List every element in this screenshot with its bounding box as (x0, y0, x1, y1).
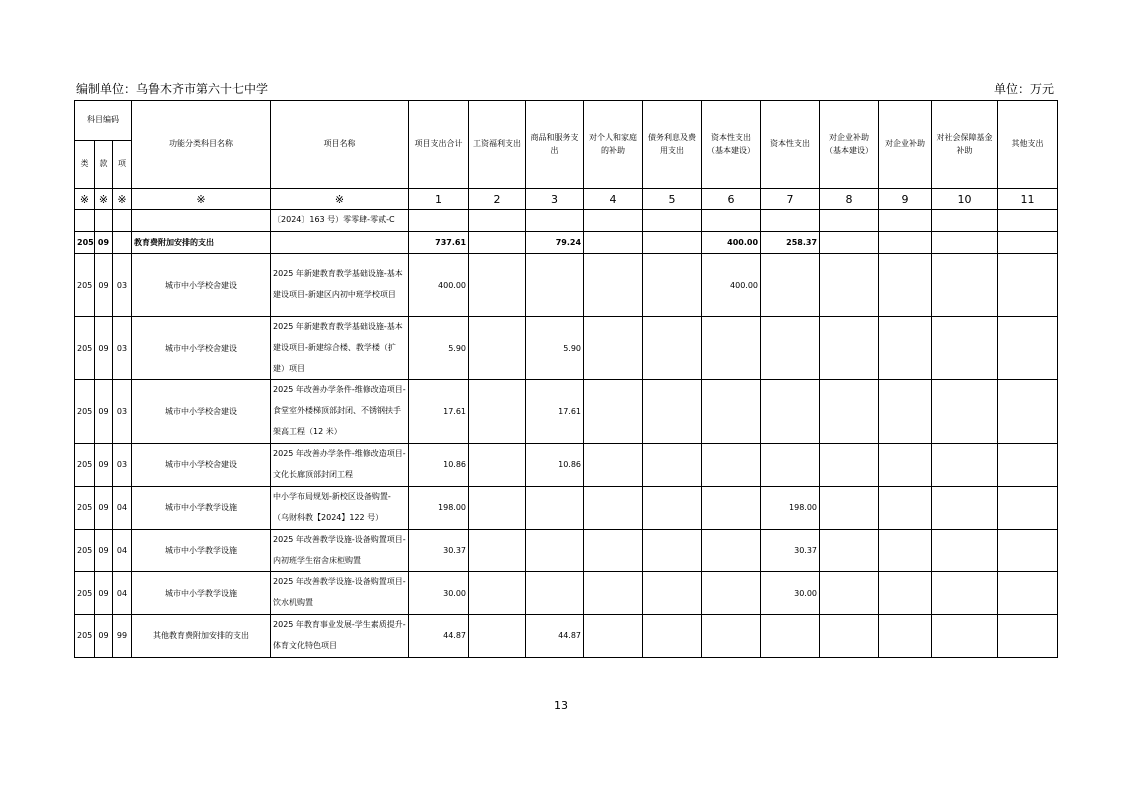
code-xiang (113, 210, 132, 232)
code-kuan: 09 (95, 614, 113, 657)
project-name-cell: 2025 年改善教学设施-设备购置项目-内初班学生宿舍床柜购置 (271, 529, 409, 572)
col5-cell (643, 380, 702, 443)
lei-header: 类 (75, 141, 95, 189)
function-class-cell: 教育费附加安排的支出 (132, 232, 271, 254)
goods-services-cell: 10.86 (526, 443, 584, 486)
col4-cell (584, 572, 643, 615)
goods-services-cell: 5.90 (526, 317, 584, 380)
code-kuan: 09 (95, 529, 113, 572)
capital-basic-cell (702, 443, 761, 486)
function-class-cell: 其他教育费附加安排的支出 (132, 614, 271, 657)
total-cell: 198.00 (409, 486, 469, 529)
col8-cell (820, 486, 879, 529)
code-lei: 205 (75, 486, 95, 529)
col6-header: 资本性支出（基本建设） (702, 101, 761, 189)
function-class-header: 功能分类科目名称 (132, 101, 271, 189)
total-cell: 44.87 (409, 614, 469, 657)
col9-cell (879, 380, 932, 443)
col2-cell (469, 614, 526, 657)
code-lei: 205 (75, 380, 95, 443)
code-kuan (95, 210, 113, 232)
code-kuan: 09 (95, 486, 113, 529)
col9-cell (879, 317, 932, 380)
col2-cell (469, 210, 526, 232)
capital-basic-cell (702, 529, 761, 572)
col11-cell (998, 317, 1058, 380)
col10-cell (932, 443, 998, 486)
function-class-cell: 城市中小学教学设施 (132, 529, 271, 572)
col5-cell (643, 254, 702, 317)
col8-cell (820, 317, 879, 380)
col11-cell (998, 443, 1058, 486)
col8-header: 对企业补助（基本建设） (820, 101, 879, 189)
total-cell: 17.61 (409, 380, 469, 443)
table-row (75, 210, 1058, 232)
goods-services-cell (526, 254, 584, 317)
total-cell: 10.86 (409, 443, 469, 486)
col9-cell (879, 614, 932, 657)
col11-cell (998, 254, 1058, 317)
col10-cell (932, 529, 998, 572)
function-class-cell: 城市中小学教学设施 (132, 572, 271, 615)
col11-cell (998, 210, 1058, 232)
table-row (75, 529, 1058, 572)
col10-header: 对社会保障基金补助 (932, 101, 998, 189)
col8-cell (820, 572, 879, 615)
goods-services-cell (526, 486, 584, 529)
code-kuan: 09 (95, 254, 113, 317)
capital-cell (761, 317, 820, 380)
code-xiang: 04 (113, 529, 132, 572)
col8-cell (820, 443, 879, 486)
total-cell: 30.37 (409, 529, 469, 572)
project-name-cell: 中小学布局规划-新校区设备购置-（乌财科教【2024】122 号） (271, 486, 409, 529)
col5-cell (643, 232, 702, 254)
total-cell: 30.00 (409, 572, 469, 615)
code-kuan: 09 (95, 443, 113, 486)
table-row (75, 380, 1058, 443)
col10-cell (932, 614, 998, 657)
col9-cell (879, 572, 932, 615)
col3-header: 商品和服务支出 (526, 101, 584, 189)
page-number: 13 (554, 699, 568, 712)
table-row (75, 254, 1058, 317)
col9-cell (879, 443, 932, 486)
code-lei: 205 (75, 317, 95, 380)
col5-cell (643, 486, 702, 529)
code-xiang: 04 (113, 486, 132, 529)
code-xiang (113, 232, 132, 254)
col5-cell (643, 210, 702, 232)
goods-services-cell (526, 210, 584, 232)
col4-cell (584, 210, 643, 232)
capital-cell (761, 210, 820, 232)
col4-cell (584, 614, 643, 657)
col8-cell (820, 254, 879, 317)
project-name-cell: 2025 年教育事业发展-学生素质提升-体育文化特色项目 (271, 614, 409, 657)
total-cell (409, 210, 469, 232)
col2-cell (469, 529, 526, 572)
col4-cell (584, 529, 643, 572)
project-name-cell: 2025 年改善办学条件-维修改造项目-食堂室外楼梯顶部封闭、不锈钢扶手架高工程（12 米） (271, 380, 409, 443)
capital-basic-cell (702, 572, 761, 615)
code-lei: 205 (75, 572, 95, 615)
capital-basic-cell: 400.00 (702, 254, 761, 317)
code-lei: 205 (75, 254, 95, 317)
col4-header: 对个人和家庭的补助 (584, 101, 643, 189)
project-name-cell (271, 232, 409, 254)
col2-cell (469, 232, 526, 254)
col9-cell (879, 529, 932, 572)
table-row (75, 232, 1058, 254)
goods-services-cell (526, 572, 584, 615)
col8-cell (820, 210, 879, 232)
project-name-cell: 2025 年改善教学设施-设备购置项目-饮水机购置 (271, 572, 409, 615)
capital-cell: 198.00 (761, 486, 820, 529)
col11-cell (998, 572, 1058, 615)
col5-header: 债务利息及费用支出 (643, 101, 702, 189)
code-lei: 205 (75, 614, 95, 657)
code-kuan: 09 (95, 380, 113, 443)
col10-cell (932, 572, 998, 615)
code-kuan: 09 (95, 572, 113, 615)
col4-cell (584, 486, 643, 529)
capital-basic-cell (702, 486, 761, 529)
col5-cell (643, 317, 702, 380)
project-name-cell: 〔2024〕163 号）零零肆-零贰-C (271, 210, 409, 232)
code-xiang: 03 (113, 317, 132, 380)
col2-cell (469, 486, 526, 529)
col11-cell (998, 614, 1058, 657)
total-cell: 5.90 (409, 317, 469, 380)
col10-cell (932, 232, 998, 254)
capital-cell: 258.37 (761, 232, 820, 254)
capital-basic-cell (702, 210, 761, 232)
code-kuan: 09 (95, 232, 113, 254)
code-xiang: 03 (113, 443, 132, 486)
col11-cell (998, 380, 1058, 443)
col5-cell (643, 443, 702, 486)
col8-cell (820, 380, 879, 443)
project-expenditure-table (74, 100, 1058, 658)
col5-cell (643, 572, 702, 615)
capital-basic-cell (702, 614, 761, 657)
col2-cell (469, 380, 526, 443)
col10-cell (932, 317, 998, 380)
col10-cell (932, 486, 998, 529)
col9-cell (879, 210, 932, 232)
function-class-cell (132, 210, 271, 232)
col4-cell (584, 254, 643, 317)
col4-cell (584, 443, 643, 486)
code-lei (75, 210, 95, 232)
col11-cell (998, 486, 1058, 529)
col9-cell (879, 232, 932, 254)
col8-cell (820, 614, 879, 657)
function-class-cell: 城市中小学校舍建设 (132, 443, 271, 486)
kuan-header: 款 (95, 141, 113, 189)
col11-cell (998, 529, 1058, 572)
goods-services-cell (526, 529, 584, 572)
xiang-header: 项 (113, 141, 132, 189)
capital-basic-cell (702, 380, 761, 443)
code-lei: 205 (75, 529, 95, 572)
col8-cell (820, 232, 879, 254)
project-name-cell: 2025 年新建教育教学基础设施-基本建设项目-新建综合楼、教学楼（扩建）项目 (271, 317, 409, 380)
code-lei: 205 (75, 232, 95, 254)
col2-header: 工资福利支出 (469, 101, 526, 189)
capital-cell (761, 254, 820, 317)
col10-cell (932, 210, 998, 232)
col4-cell (584, 317, 643, 380)
table-row (75, 443, 1058, 486)
total-cell: 400.00 (409, 254, 469, 317)
total-cell: 737.61 (409, 232, 469, 254)
project-name-cell: 2025 年改善办学条件-维修改造项目-文化长廊顶部封闭工程 (271, 443, 409, 486)
col4-cell (584, 380, 643, 443)
currency-unit-label: 单位：万元 (993, 82, 1054, 96)
index-row: ※ ※ ※ ※ ※ 1 2 3 4 5 6 7 8 9 10 11 (75, 189, 1058, 210)
col10-cell (932, 254, 998, 317)
code-xiang: 03 (113, 254, 132, 317)
capital-cell (761, 380, 820, 443)
capital-basic-cell (702, 317, 761, 380)
col8-cell (820, 529, 879, 572)
code-xiang: 03 (113, 380, 132, 443)
code-xiang: 99 (113, 614, 132, 657)
code-lei: 205 (75, 443, 95, 486)
col1-header: 项目支出合计 (409, 101, 469, 189)
project-name-cell: 2025 年新建教育教学基础设施-基本建设项目-新建区内初中班学校项目 (271, 254, 409, 317)
col2-cell (469, 443, 526, 486)
goods-services-cell: 17.61 (526, 380, 584, 443)
col7-header: 资本性支出 (761, 101, 820, 189)
col4-cell (584, 232, 643, 254)
goods-services-cell: 44.87 (526, 614, 584, 657)
code-xiang: 04 (113, 572, 132, 615)
capital-basic-cell: 400.00 (702, 232, 761, 254)
function-class-cell: 城市中小学校舍建设 (132, 317, 271, 380)
col2-cell (469, 317, 526, 380)
col9-header: 对企业补助 (879, 101, 932, 189)
col11-header: 其他支出 (998, 101, 1058, 189)
col5-cell (643, 614, 702, 657)
col5-cell (643, 529, 702, 572)
table-row (75, 572, 1058, 615)
col2-cell (469, 254, 526, 317)
col9-cell (879, 486, 932, 529)
col10-cell (932, 380, 998, 443)
capital-cell (761, 443, 820, 486)
col9-cell (879, 254, 932, 317)
code-kuan: 09 (95, 317, 113, 380)
table-row (75, 486, 1058, 529)
goods-services-cell: 79.24 (526, 232, 584, 254)
table-row (75, 614, 1058, 657)
project-name-header: 项目名称 (271, 101, 409, 189)
subject-code-header: 科目编码 (75, 101, 132, 141)
capital-cell: 30.37 (761, 529, 820, 572)
function-class-cell: 城市中小学教学设施 (132, 486, 271, 529)
capital-cell (761, 614, 820, 657)
col11-cell (998, 232, 1058, 254)
table-row (75, 317, 1058, 380)
capital-cell: 30.00 (761, 572, 820, 615)
col2-cell (469, 572, 526, 615)
function-class-cell: 城市中小学校舍建设 (132, 380, 271, 443)
issuing-unit-label: 编制单位：乌鲁木齐市第六十七中学 (76, 82, 269, 96)
function-class-cell: 城市中小学校舍建设 (132, 254, 271, 317)
